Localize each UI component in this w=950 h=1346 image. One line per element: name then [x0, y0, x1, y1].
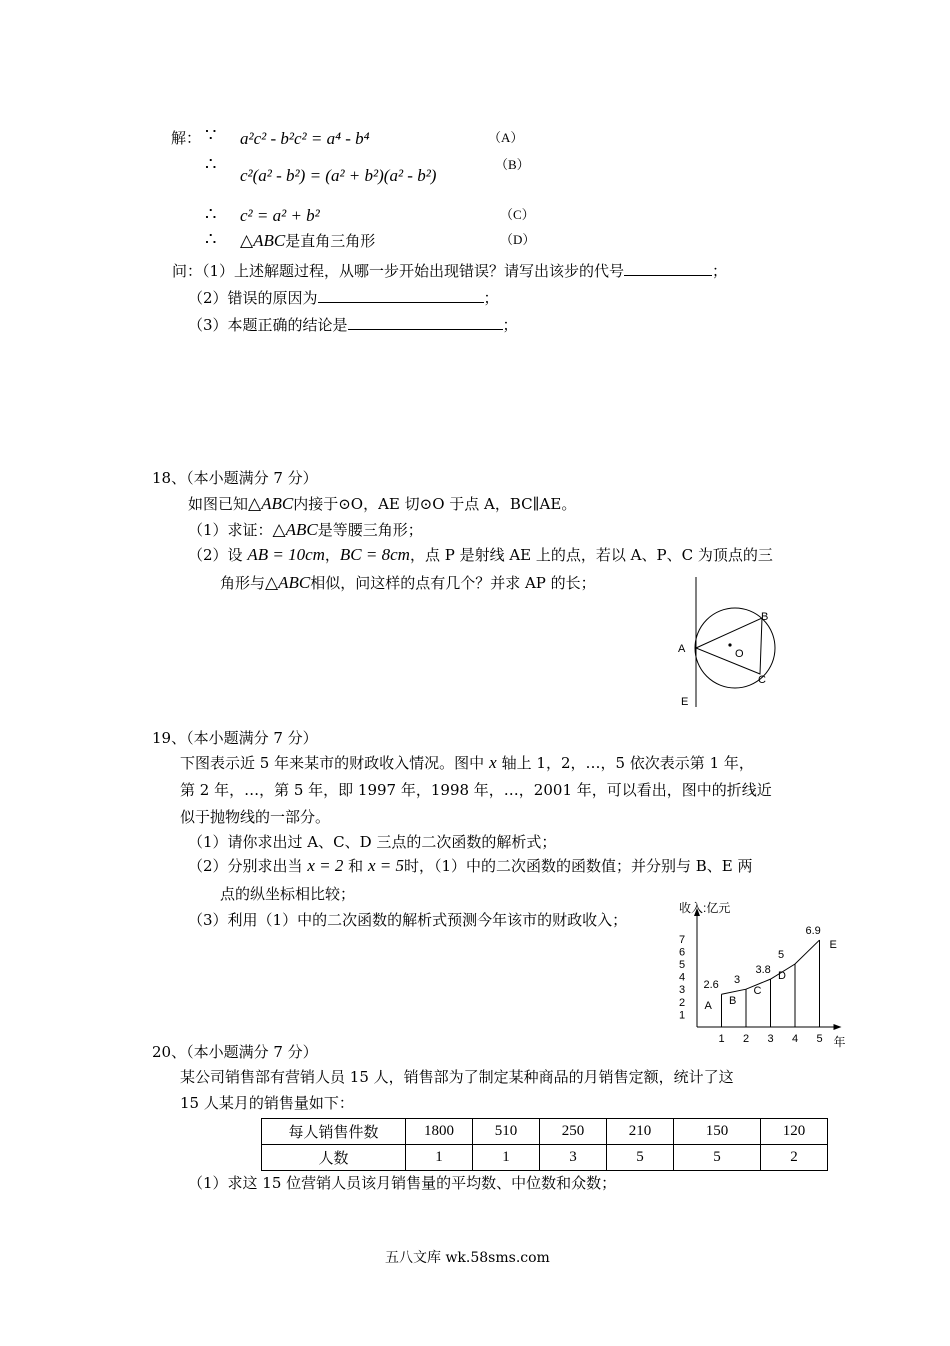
table-row	[262, 1145, 828, 1171]
footer-watermark: 五八文库 wk.58sms.com	[385, 1250, 550, 1266]
step-b-equation: c²(a² - b²) = (a² + b²)(a² - b²)	[240, 166, 437, 185]
step-a-equation: a²c² - b²c² = a⁴ - b⁴	[240, 129, 370, 148]
problem-19-q2-cont: 点的纵坐标相比较；	[220, 885, 356, 903]
data-label: 2.6	[703, 979, 719, 992]
circle-figure	[670, 575, 790, 710]
answer-blank[interactable]	[318, 288, 484, 303]
label-e: E	[681, 696, 689, 708]
step-c-equation: c² = a² + b²	[240, 206, 320, 225]
problem-19-line-2: 第 2 年，…，第 5 年，即 1997 年，1998 年，…，2001 年，可以看出，图中的折线近	[180, 781, 772, 799]
chart-title: 收入:亿元	[679, 901, 731, 915]
problem-20-q1: （1）求这 15 位营销人员该月销售量的平均数、中位数和众数；	[188, 1174, 617, 1192]
row-header: 人数	[262, 1145, 406, 1171]
y-tick-label: 3	[679, 984, 686, 997]
sales-table	[261, 1118, 828, 1171]
point-label: C	[753, 985, 762, 998]
step-d-tag: （D）	[500, 232, 536, 247]
x-tick-label: 3	[767, 1033, 774, 1045]
problem-20-header: 20、（本小题满分 7 分）	[152, 1043, 318, 1061]
y-tick-label: 2	[679, 996, 686, 1009]
table-row	[262, 1119, 828, 1145]
problem-18-part-2: （2）设 AB = 10cm，BC = 8cm，点 P 是射线 AE 上的点，若以 A、P、C 为顶点的三	[188, 545, 773, 564]
therefore-symbol: ∴	[205, 204, 217, 225]
data-label: 5	[778, 949, 785, 961]
x-tick-label: 4	[792, 1033, 799, 1045]
therefore-symbol: ∴	[205, 154, 217, 175]
problem-20-line-2: 15 人某月的销售量如下：	[180, 1094, 354, 1112]
row-header: 每人销售件数	[262, 1119, 406, 1145]
problem-18-header: 18、（本小题满分 7 分）	[152, 469, 318, 487]
answer-blank[interactable]	[624, 261, 712, 276]
answer-blank[interactable]	[348, 315, 503, 330]
step-b-tag: （B）	[495, 157, 530, 172]
problem-19-header: 19、（本小题满分 7 分）	[152, 729, 318, 747]
table-cell: 150	[674, 1119, 761, 1145]
problem-18-part-1: （1）求证：△ABC是等腰三角形；	[188, 520, 423, 539]
therefore-symbol: ∴	[205, 229, 217, 250]
x-axis-arrow	[834, 1024, 842, 1030]
table-cell: 250	[540, 1119, 607, 1145]
table-cell: 2	[761, 1145, 828, 1171]
x-tick-label: 2	[743, 1033, 750, 1045]
table-cell: 5	[674, 1145, 761, 1171]
x-axis-label: 年	[833, 1035, 846, 1049]
problem-19-q3: （3）利用（1）中的二次函数的解析式预测今年该市的财政收入；	[188, 911, 628, 929]
point-label: E	[829, 939, 837, 952]
step-a-tag: （A）	[488, 130, 524, 145]
table-cell: 510	[473, 1119, 540, 1145]
label-o: O	[735, 648, 744, 660]
problem-19-line-3: 似于抛物线的一部分。	[180, 808, 331, 826]
data-label: 6.9	[805, 925, 821, 938]
table-cell: 210	[607, 1119, 674, 1145]
table-cell: 1	[406, 1145, 473, 1171]
step-d-statement: △ABC是直角三角形	[240, 231, 376, 250]
question-3: （3）本题正确的结论是 ；	[188, 316, 518, 334]
y-tick-label: 6	[679, 946, 686, 959]
label-b: B	[761, 611, 769, 623]
table-cell: 120	[761, 1119, 828, 1145]
problem-19-line-1: 下图表示近 5 年来某市的财政收入情况。图中 x 轴上 1，2，…，5 依次表示第 1 年，	[180, 753, 754, 772]
table-cell: 3	[540, 1145, 607, 1171]
label-a: A	[678, 643, 686, 655]
point-label: D	[778, 970, 786, 982]
table-cell: 5	[607, 1145, 674, 1171]
y-tick-label: 1	[679, 1009, 686, 1022]
table-cell: 1	[473, 1145, 540, 1171]
x-tick-label: 5	[816, 1033, 823, 1045]
point-label: A	[704, 1000, 712, 1013]
step-c-tag: （C）	[500, 207, 535, 222]
x-tick-label: 1	[718, 1033, 725, 1045]
table-cell: 1800	[406, 1119, 473, 1145]
point-label: B	[729, 995, 737, 1008]
problem-19-q2: （2）分别求出当 x = 2 和 x = 5时，（1）中的二次函数的函数值；并分别与 B、E 两	[188, 856, 753, 875]
data-label: 3.8	[755, 964, 771, 977]
y-tick-label: 4	[679, 971, 686, 984]
problem-20-line-1: 某公司销售部有营销人员 15 人，销售部为了制定某种商品的月销售定额，统计了这	[180, 1068, 734, 1086]
data-label: 3	[734, 974, 741, 987]
problem-19-q1: （1）请你求出过 A、C、D 三点的二次函数的解析式；	[188, 833, 557, 851]
problem-18-part-2-cont: 角形与△ABC相似，问这样的点有几个？并求 AP 的长；	[220, 573, 596, 592]
question-1: 问：（1）上述解题过程，从哪一步开始出现错误？请写出该步的代号 ；	[172, 262, 728, 280]
because-symbol: ∵	[205, 125, 217, 146]
center-point	[728, 643, 731, 646]
y-tick-label: 7	[679, 933, 686, 946]
label-c: C	[758, 674, 766, 686]
solution-label: 解：	[171, 129, 202, 147]
y-tick-label: 5	[679, 959, 686, 971]
revenue-chart	[645, 890, 846, 1050]
question-2: （2）错误的原因为 ；	[188, 289, 499, 307]
problem-18-intro: 如图已知△ABC内接于⊙O，AE 切⊙O 于点 A，BC∥AE。	[188, 494, 577, 513]
